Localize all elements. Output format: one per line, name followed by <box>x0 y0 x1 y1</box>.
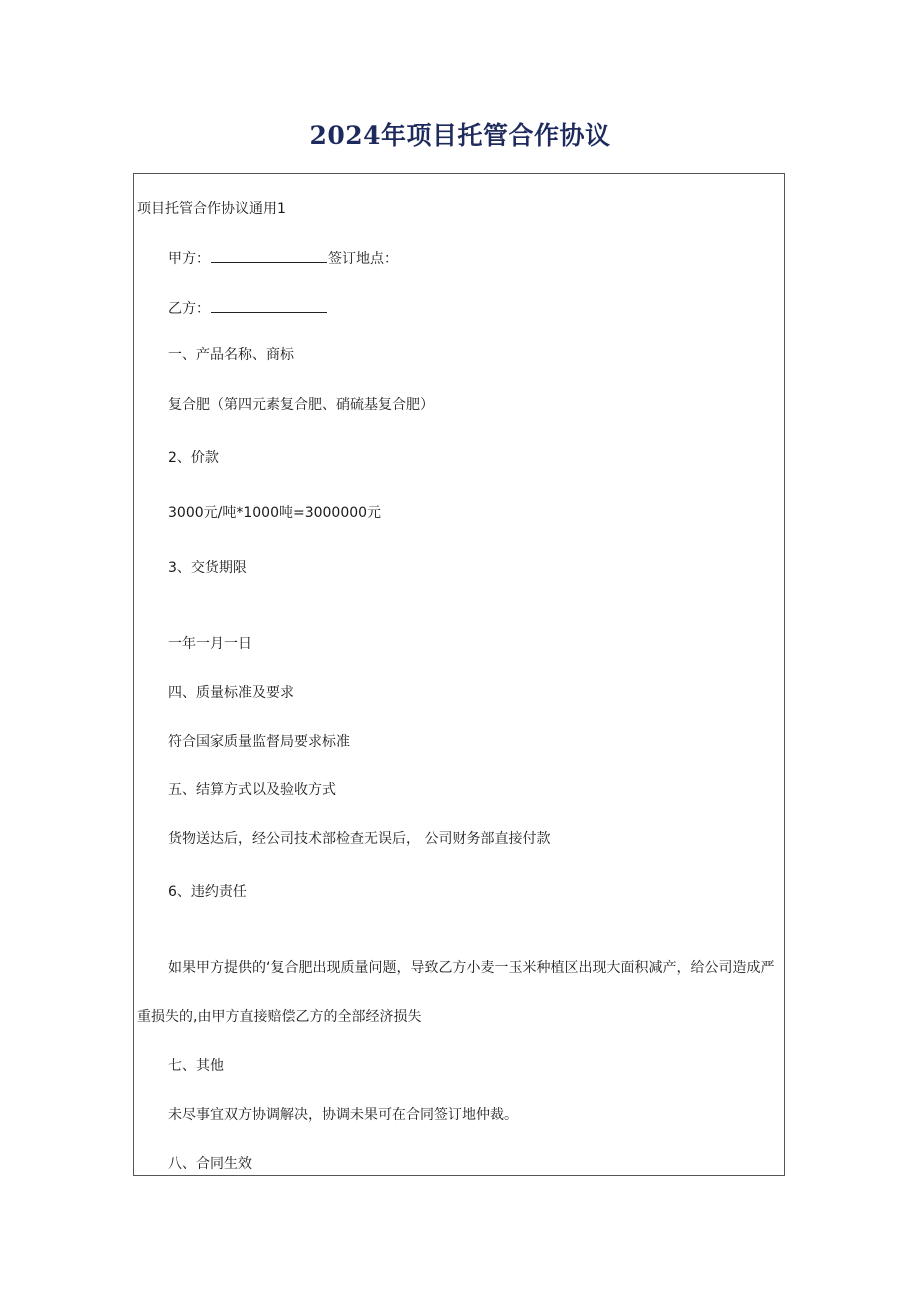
party-b-label: 乙方： <box>168 301 210 317</box>
section-1-body: 复合肥（第四元素复合肥、硝硫基复合肥） <box>168 397 434 413</box>
section-5-heading: 五、结算方式以及验收方式 <box>168 782 336 798</box>
section-4-body: 符合国家质量监督局要求标准 <box>168 734 350 750</box>
section-6-body-line-2: 重损失的,由甲方直接赔偿乙方的全部经济损失 <box>137 1009 422 1025</box>
agreement-subtitle: 项目托管合作协议通用1 <box>137 201 286 217</box>
party-a-line <box>168 248 398 268</box>
section-3-body: 一年一月一日 <box>168 636 252 652</box>
party-b-blank <box>211 298 327 313</box>
section-6-body-line-1: 如果甲方提供的‘复合肥出现质量问题，导致乙方小麦一玉米种植区出现大面积减产，给公司造成严 <box>168 960 775 976</box>
signing-place-label: 签订地点： <box>328 251 398 267</box>
document-title: 2024年项目托管合作协议 <box>309 121 611 150</box>
section-3-heading: 3、交货期限 <box>168 560 247 576</box>
section-2-heading: 2、价款 <box>168 450 219 466</box>
section-1-heading: 一、产品名称、商标 <box>168 347 294 363</box>
section-7-body: 未尽事宜双方协调解决，协调未果可在合同签订地仲裁。 <box>168 1107 518 1123</box>
section-2-body: 3000元/吨*1000吨=3000000元 <box>168 505 382 521</box>
section-7-heading: 七、其他 <box>168 1058 224 1074</box>
party-a-label: 甲方： <box>168 251 210 267</box>
section-6-heading: 6、违约责任 <box>168 884 247 900</box>
party-b-line <box>168 298 328 318</box>
section-5-body: 货物送达后，经公司技术部检查无误后， 公司财务部直接付款 <box>168 831 551 847</box>
section-8-heading: 八、合同生效 <box>168 1156 252 1172</box>
section-4-heading: 四、质量标准及要求 <box>168 685 294 701</box>
party-a-blank <box>211 248 327 263</box>
